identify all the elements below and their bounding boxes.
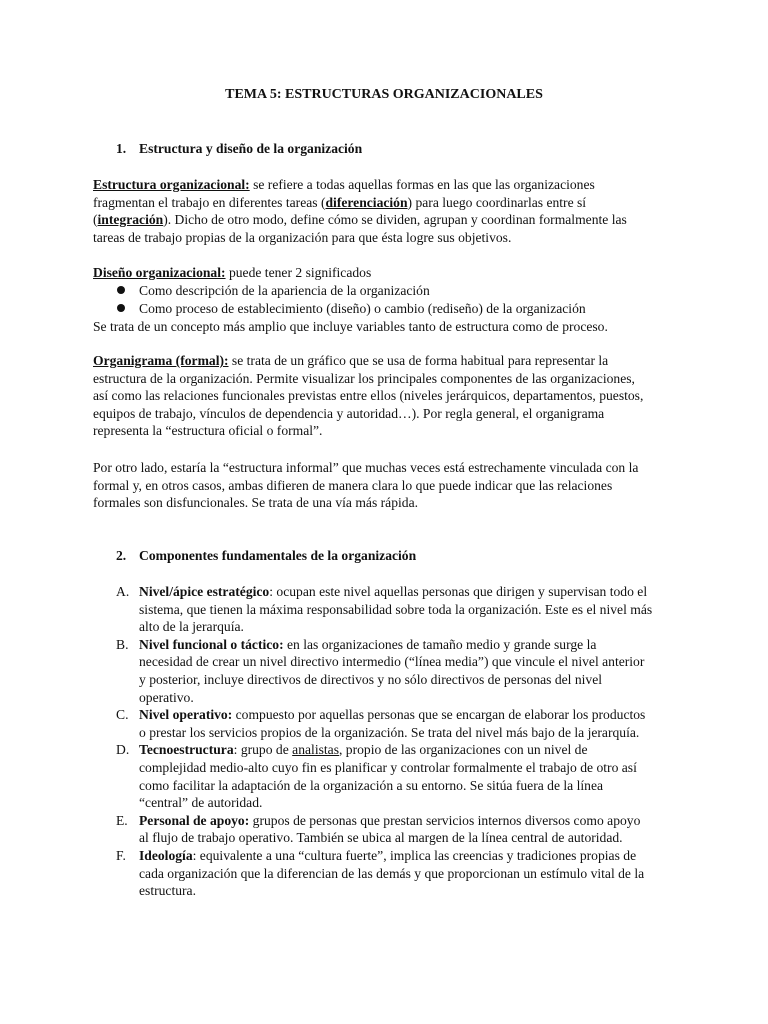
term-integracion: integración <box>97 212 164 228</box>
section-1-number: 1. <box>116 141 127 156</box>
component-term-e: Personal de apoyo: <box>139 812 250 828</box>
component-letter-c: C. <box>116 707 129 723</box>
component-letter-e: E. <box>116 812 128 828</box>
component-term-c: Nivel operativo: <box>139 707 233 723</box>
estructura-line-4: tareas de trabajo propias de la organización para que ésta logre sus objetivos. <box>93 229 512 245</box>
component-term-f: Ideología <box>139 847 193 863</box>
term-diferenciacion: diferenciación <box>325 194 408 210</box>
document-title: TEMA 5: ESTRUCTURAS ORGANIZACIONALES <box>225 87 543 102</box>
component-letter-a: A. <box>116 584 130 599</box>
bullet-dot-icon <box>117 304 125 312</box>
component-item-a: A. Nivel/ápice estratégico: ocupan este nivel aquellas personas que dirigen y supervisan todo el sistema, que tienen la máxima responsabilidad sobre toda la organización. Este es el nivel más alto de la jerarquía. <box>116 584 653 635</box>
section-1-heading <box>116 140 362 158</box>
list-item: Como proceso de establecimiento (diseño) o cambio (rediseño) de la organización <box>93 300 693 318</box>
section-2-number: 2. <box>116 548 127 563</box>
component-item-b: B. Nivel funcional o táctico: en las organizaciones de tamaño medio y grande surge la necesidad de crear un nivel directivo intermedio (“línea media”) que vincule el nivel anterior y posterior, incluye directivos de directivos y no sólo directivos de personas del nivel operativo. <box>116 636 645 705</box>
section-2-heading <box>116 547 416 565</box>
informal-paragraph: Por otro lado, estaría la “estructura informal” que muchas veces está estrechamente vinculada con la formal y, en otros casos, ambas difieren de manera clara lo que puede indicar que las relaciones formales son disfuncionales. Se trata de una vía más rápida. <box>93 460 639 511</box>
estructura-line-2: fragmentan el trabajo en diferentes tareas (diferenciación) para luego coordinarlas entre sí <box>93 194 587 210</box>
diseno-paragraph <box>93 264 693 282</box>
organigrama-line-1: Organigrama (formal): se trata de un gráfico que se usa de forma habitual para representar la <box>93 353 609 368</box>
diseno-after-text: Se trata de un concepto más amplio que incluye variables tanto de estructura como de proceso. <box>93 319 608 334</box>
organigrama-label: Organigrama (formal): <box>93 353 229 368</box>
estructura-label: Estructura organizacional: <box>93 177 250 192</box>
term-analistas: analistas <box>292 742 339 758</box>
diseno-label: Diseño organizacional: <box>93 265 226 280</box>
diseno-bullet-list <box>93 282 693 317</box>
component-item-d: D. Tecnoestructura: grupo de analistas, propio de las organizaciones con un nivel de complejidad medio-alto cuyo fin es planificar y controlar formalmente el trabajo de otro así como facilitar la adaptación de la organización a su entorno. Se sitúa fuera de la línea “central” de autoridad. <box>116 742 637 811</box>
component-letter-b: B. <box>116 636 129 652</box>
component-item-f: F. Ideología: equivalente a una “cultura fuerte”, implica las creencias y tradiciones propias de cada organización que la diferencian de las demás y que proporcionan un estímulo vital de la estructura. <box>116 847 645 899</box>
components-list <box>116 583 696 900</box>
section-1-title: Estructura y diseño de la organización <box>139 141 363 156</box>
component-term-a: Nivel/ápice estratégico <box>139 584 270 599</box>
component-item-c: C. Nivel operativo: compuesto por aquellas personas que se encargan de elaborar los productos o prestar los servicios propios de la organización. Se trata del nivel más bajo de la jerarquía. <box>116 707 646 740</box>
estructura-line-3: (integración). Dicho de otro modo, define cómo se dividen, agrupan y coordinan formalmente las <box>93 212 627 228</box>
component-term-d: Tecnoestructura <box>139 742 234 758</box>
estructura-line-1: Estructura organizacional: se refiere a todas aquellas formas en las que las organizaciones <box>93 177 595 192</box>
estructura-paragraph <box>93 176 693 246</box>
component-term-b: Nivel funcional o táctico: <box>139 636 284 652</box>
component-item-e: E. Personal de apoyo: grupos de personas que prestan servicios internos diversos como apoyo al flujo de trabajo operativo. También se ubica al margen de la línea central de autoridad. <box>116 812 641 846</box>
component-letter-d: D. <box>116 742 130 758</box>
organigrama-paragraph: Organigrama (formal): se trata de un gráfico que se usa de forma habitual para representar la estructura de la organización. Permite visualizar los principales componentes de las organizaciones, así como las relaciones funcionales previstas entre ellos (niveles jerárquicos, departamentos, puestos, equipos de trabajo, vínculos de dependencia y autoridad…). Por regla general, el organigrama representa la “estructura oficial o formal”. <box>93 352 693 440</box>
section-2-title: Componentes fundamentales de la organización <box>139 548 417 563</box>
component-letter-f: F. <box>116 847 126 863</box>
bullet-dot-icon <box>117 286 125 294</box>
diseno-line-1: Diseño organizacional: puede tener 2 significados <box>93 265 372 280</box>
list-item: Como descripción de la apariencia de la organización <box>93 282 693 300</box>
